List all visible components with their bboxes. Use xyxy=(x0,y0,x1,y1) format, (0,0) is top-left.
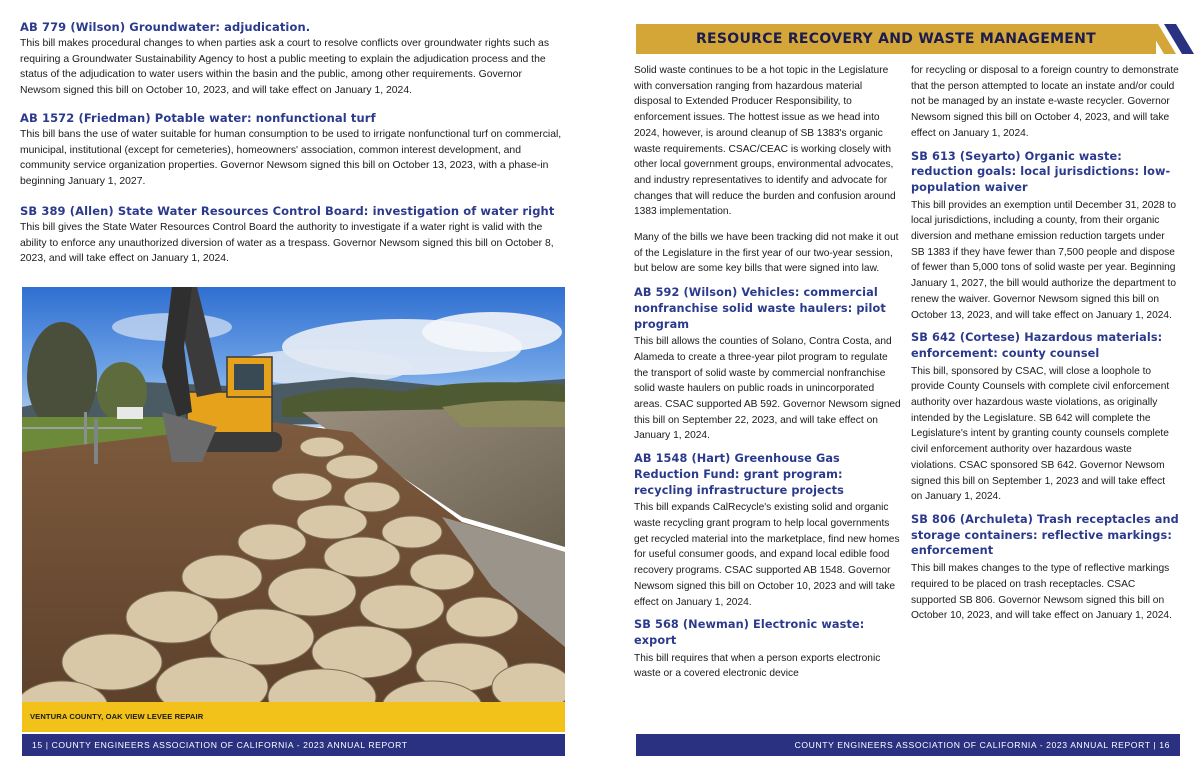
bill-title: SB 613 (Seyarto) Organic waste: reduction goals: local jurisdictions: low-population waiver xyxy=(911,149,1171,194)
bill-title: SB 568 (Newman) Electronic waste: export xyxy=(634,618,865,647)
bill-body: This bill provides an exemption until December 31, 2028 to local jurisdictions, including a county, from their organic diversion and methane emission reduction targets under SB 1383 if they have fewer than 7,500 people and dispose of fewer than 5,000 tons of solid waste per year. Beginning January 1, 2027, the bill would authorize the department to renew the waiver. Governor Newsom signed this bill on October 13, 2023, and will take effect on January 1, 2024. xyxy=(911,199,1177,321)
bill-ab779 xyxy=(20,19,565,98)
levee-photo-illustration xyxy=(22,287,565,732)
bill-body: This bill makes changes to the type of reflective markings required to be placed on trash receptacles. CSAC supported SB 806. Governor Newsom signed this bill on October 10, 2023, and will take effect on January 1, 2024. xyxy=(911,563,1172,622)
bill-body: This bill allows the counties of Solano, Contra Costa, and Alameda to create a three-year pilot program to regulate the transport of solid waste by commercial nonfranchise solid waste haulers on public roads in unincorporated areas. CSAC supported AB 592. Governor Newsom signed this bill on September 22, 2023, and will take effect on January 1, 2024. xyxy=(634,336,901,442)
bill-body: This bill gives the State Water Resources Control Board the authority to investigate if a water right is valid with the ability to enforce any unauthorized diversion of water as a trespass. Governor Newsom signed this bill on October 8, 2023, and will take effect on January 1, 2024. xyxy=(20,222,554,265)
right-page xyxy=(600,0,1200,776)
intro-paragraph: Many of the bills we have been tracking did not make it out of the Legislature in the first year of our two-year session, but below are some key bills that were signed into law. xyxy=(634,232,899,275)
bill-sb389 xyxy=(20,203,565,267)
section-header xyxy=(636,24,1156,54)
right-column-1 xyxy=(634,63,902,682)
bill-title: AB 1572 (Friedman) Potable water: nonfunctional turf xyxy=(20,111,376,125)
bill-title: SB 806 (Archuleta) Trash receptacles and storage containers: reflective markings: enforcement xyxy=(911,512,1179,558)
bill-body: This bill makes procedural changes to when parties ask a court to resolve conflicts over groundwater rights such as requiring a Groundwater Sustainability Agency to host a public meeting to explain the adjudication process and the status of the adjudication to water users within the basin and the public, among other requirements. Governor Newsom signed this bill on October 10, 2023, and will take effect on January 1, 2024. xyxy=(20,38,550,96)
levee-repair-photo xyxy=(22,287,565,732)
bill-title: SB 389 (Allen) State Water Resources Control Board: investigation of water right xyxy=(20,204,555,218)
intro-paragraph: Solid waste continues to be a hot topic in the Legislature with conversation ranging from hazardous material disposal to Extended Producer Responsibility, to enforcement issues. The hottest issue as we head into 2024, however, is around cleanup of SB 1383's organic waste requirements. CSAC/CEAC is working closely with other local government groups, environmental advocates, and industry representatives to identify and advocate for changes that will reduce the burden and confusion around 1383 implementation. xyxy=(634,65,896,218)
bill-body: This bill, sponsored by CSAC, will close a loophole to provide County Counsels with complete civil enforcement authority over hazardous waste violations, as originally intended by the Legislature. SB 642 will complete the Legislature's intent by granting county counsels complete civil enforcement authority over hazardous waste violations. CSAC sponsored SB 642. Governor Newsom signed this bill on September 1, 2023 and will take effect on January 1, 2024. xyxy=(911,365,1170,503)
footer-right: COUNTY ENGINEERS ASSOCIATION OF CALIFORNIA - 2023 ANNUAL REPORT | 16 xyxy=(636,734,1180,756)
section-title: RESOURCE RECOVERY AND WASTE MANAGEMENT xyxy=(695,31,1097,47)
bill-title: AB 592 (Wilson) Vehicles: commercial nonfranchise solid waste haulers: pilot program xyxy=(634,286,886,331)
bill-title: AB 779 (Wilson) Groundwater: adjudication. xyxy=(20,20,311,34)
right-column-2 xyxy=(911,63,1179,624)
bill-body: This bill expands CalRecycle's existing solid and organic waste recycling grant program to help local governments get recycled material into the marketplace, find new homes for useful consumer goods, and expand local edible food recovery programs. CSAC supported AB 1548. Governor Newsom signed this bill on October 10, 2023 and will take effect on January 1, 2024. xyxy=(634,502,900,608)
photo-caption-bar xyxy=(22,702,565,732)
footer-left: 15 | COUNTY ENGINEERS ASSOCIATION OF CALIFORNIA - 2023 ANNUAL REPORT xyxy=(22,734,565,756)
continued-paragraph: for recycling or disposal to a foreign country to demonstrate that the person attempted to locate an instate and/or could not be managed by an instate e-waste recycler. Governor Newsom signed this bill on October 4, 2023, and will take effect on January 1, 2024. xyxy=(911,65,1179,139)
bill-ab1572 xyxy=(20,110,565,189)
bill-body: This bill requires that when a person exports electronic waste or a covered electronic device xyxy=(634,652,881,680)
bill-title: AB 1548 (Hart) Greenhouse Gas Reduction Fund: grant program: recycling infrastructure projects xyxy=(634,452,844,497)
bill-title: SB 642 (Cortese) Hazardous materials: enforcement: county counsel xyxy=(911,331,1163,360)
bill-body: This bill bans the use of water suitable for human consumption to be used to irrigate nonfunctional turf on commercial, municipal, institutional (except for cemeteries), homeowners' association, common interest development, and community service organization properties. Governor Newsom signed this bill on October 13, 2023, with a phase-in beginning January 1, 2027. xyxy=(20,129,562,187)
header-slash-decoration xyxy=(1146,24,1196,54)
photo-caption: VENTURA COUNTY, OAK VIEW LEVEE REPAIR xyxy=(30,712,204,721)
